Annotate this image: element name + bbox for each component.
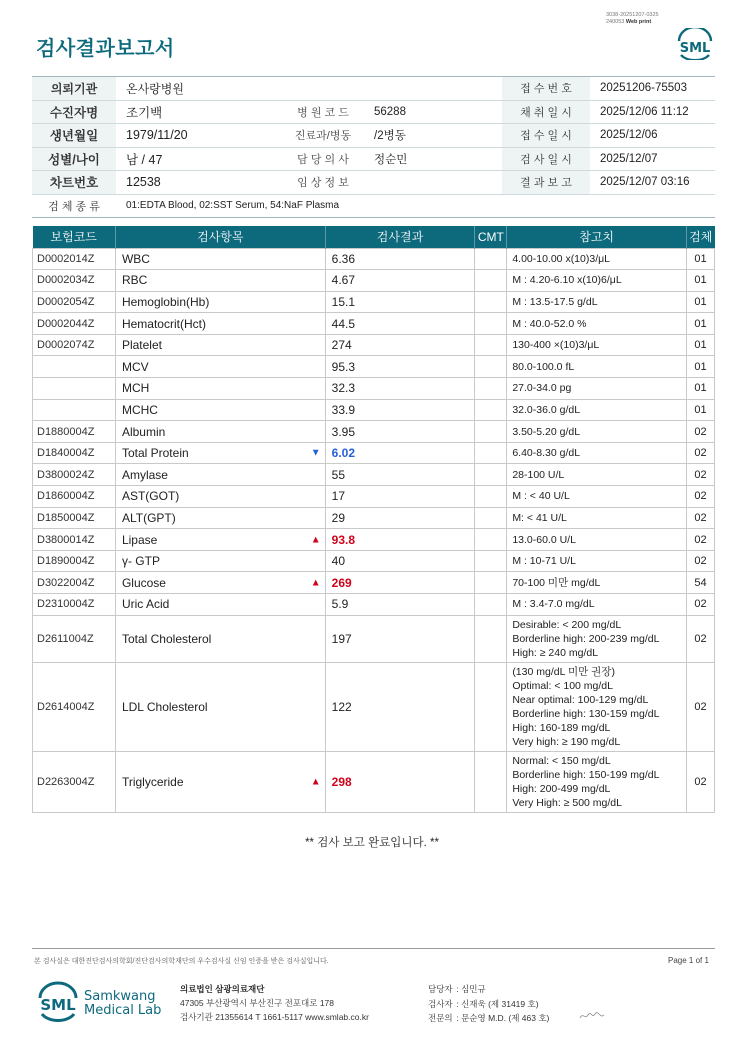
info-value: 조기백 [126,105,163,120]
ref-line: Borderline high: 150-199 mg/dL [512,768,660,781]
info-value: 56288 [374,105,406,118]
test-result: 6.02 [325,442,475,464]
staff-role: 검사자 [428,998,453,1009]
low-flag-icon: ▼ [310,447,321,459]
staff-role: 전문의 [428,1013,453,1023]
table-row [33,662,715,751]
test-item [115,464,325,486]
test-item [115,572,325,594]
table-row [33,751,715,812]
table-row [33,442,715,464]
table-row [33,507,715,529]
page-number: Page 1 of 1 [668,956,709,965]
insurance-code: D0002014Z [33,248,116,270]
info-label: 차트번호 [32,171,116,194]
test-result: 17 [325,486,475,508]
test-item [115,291,325,313]
test-name: Platelet [121,338,162,353]
reference-range [507,378,687,400]
test-result: 5.9 [325,594,475,616]
test-name: Lipase [121,532,158,547]
accreditation-note: 본 검사실은 대한진단검사의학회/진단검사의학재단의 우수검사실 신임 인증을 받은 검사실입니다. [34,958,329,965]
sample-tube: 01 [686,270,714,292]
test-name: Hematocrit(Hct) [121,316,206,331]
table-row [33,248,715,270]
cmt-cell [475,615,507,662]
reference-range [507,334,687,356]
sample-tube: 01 [686,313,714,335]
reference-range [507,248,687,270]
info-row [32,101,715,125]
high-flag-icon: ▲ [310,577,321,589]
cmt-cell [475,378,507,400]
reference-range [507,270,687,292]
ref-text: 6.40-8.30 g/dL [512,447,581,460]
ref-text: M : < 40 U/L [512,490,570,503]
insurance-code: D1840004Z [33,442,116,464]
info-label: 병 원 코 드 [297,106,349,119]
table-row [33,529,715,551]
sml-footer-logo-icon [36,980,80,1026]
info-value: 20251206-75503 [600,82,687,95]
test-name: Glucose [121,575,166,590]
reference-range [507,529,687,551]
footer-logo-text: SML [40,996,76,1014]
table-header-row [33,226,715,248]
logo-text: SML [679,41,711,56]
test-result: 32.3 [325,378,475,400]
cmt-cell [475,464,507,486]
test-item [115,442,325,464]
sample-type-label: 검 체 종 류 [48,200,100,213]
ref-line: High: 160-189 mg/dL [512,721,611,734]
test-item [115,594,325,616]
header-result: 검사결과 [325,226,475,248]
info-label: 접 수 일 시 [502,124,590,147]
test-result: 93.8 [325,529,475,551]
test-name: Albumin [121,424,166,439]
sml-logo-icon [674,28,716,60]
test-item [115,248,325,270]
test-name: Amylase [121,467,168,482]
test-item [115,550,325,572]
ref-text: 13.0-60.0 U/L [512,533,576,546]
ref-line: High: ≥ 240 mg/dL [512,646,599,659]
test-item [115,334,325,356]
insurance-code [33,356,116,378]
insurance-code: D1860004Z [33,486,116,508]
cmt-cell [475,356,507,378]
test-name: Triglyceride [121,774,184,789]
staff-role: 담당자 [428,984,453,994]
reference-range [507,550,687,572]
staff-info [428,982,549,1026]
cmt-cell [475,594,507,616]
sample-tube: 02 [686,662,714,751]
ref-text: M : 13.5-17.5 g/dL [512,295,598,308]
sample-tube: 02 [686,421,714,443]
header-ref: 참고치 [507,226,687,248]
ref-text: M : 40.0-52.0 % [512,317,587,330]
reference-range [507,507,687,529]
info-value: 1979/11/20 [126,128,188,143]
cmt-cell [475,550,507,572]
info-row [32,77,715,101]
info-label [280,77,366,100]
sample-tube: 01 [686,291,714,313]
insurance-code: D3800024Z [33,464,116,486]
completion-note: ** 검사 보고 완료입니다. ** [305,837,439,849]
ref-text: 130-400 ×(10)3/μL [512,339,600,352]
cmt-cell [475,507,507,529]
ref-line: High: 200-499 mg/dL [512,782,611,795]
page-title: 검사결과보고서 [36,38,175,60]
test-result: 197 [325,615,475,662]
ref-line: Borderline high: 200-239 mg/dL [512,632,660,645]
table-row [33,378,715,400]
staff-name: 문순영 M.D. (제 463 호) [461,1013,550,1023]
info-value: /2병동 [374,130,406,143]
test-name: MCHC [121,402,158,417]
ref-line: (130 mg/dL 미만 권장) [512,665,615,678]
cmt-cell [475,421,507,443]
test-result: 4.67 [325,270,475,292]
reference-range [507,662,687,751]
sample-tube: 01 [686,356,714,378]
ref-text: 4.00-10.00 x(10)3/μL [512,252,611,265]
table-row [33,399,715,421]
insurance-code [33,378,116,400]
ref-line: Very High: ≥ 500 mg/dL [512,796,622,809]
test-item [115,529,325,551]
ref-text: M : 4.20-6.10 x(10)6/μL [512,274,622,287]
header-tube: 검체 [686,226,714,248]
test-name: RBC [121,273,148,288]
info-value: 2025/12/07 [600,152,658,165]
patient-info [32,76,715,218]
lab-name [84,990,161,1018]
info-label: 임 상 정 보 [297,177,349,190]
ref-line: Near optimal: 100-129 mg/dL [512,693,649,706]
insurance-code: D2614004Z [33,662,116,751]
table-row [33,464,715,486]
table-row [33,550,715,572]
reference-range [507,751,687,812]
sample-type-value: 01:EDTA Blood, 02:SST Serum, 54:NaF Plasma [126,200,340,212]
table-row [33,615,715,662]
table-row [33,356,715,378]
cmt-cell [475,334,507,356]
sample-tube: 01 [686,399,714,421]
print-meta-id: 3038-20251207-0325 [606,12,659,18]
test-result: 274 [325,334,475,356]
sample-tube: 02 [686,751,714,812]
org-name: 의료법인 삼광의료재단 [180,984,265,994]
test-item [115,313,325,335]
test-name: MCH [121,381,150,396]
cmt-cell [475,442,507,464]
insurance-code [33,399,116,421]
info-label: 생년월일 [32,124,116,147]
table-row [33,421,715,443]
info-label: 수진자명 [32,101,116,124]
test-result: 95.3 [325,356,475,378]
ref-text: M : 3.4-7.0 mg/dL [512,598,595,611]
sample-tube: 01 [686,334,714,356]
test-name: Total Cholesterol [121,631,212,646]
results-table [32,226,715,813]
sample-tube: 02 [686,464,714,486]
sample-tube: 01 [686,248,714,270]
test-result: 40 [325,550,475,572]
insurance-code: D0002034Z [33,270,116,292]
org-info [180,982,369,1024]
test-item [115,507,325,529]
lab-name-line1: Samkwang [84,989,156,1004]
sample-tube: 01 [686,378,714,400]
ref-text: 27.0-34.0 pg [512,382,572,395]
table-row [33,594,715,616]
info-row [32,124,715,148]
test-item [115,615,325,662]
sample-type-row [32,195,715,219]
reference-range [507,442,687,464]
high-flag-icon: ▲ [310,534,321,546]
cmt-cell [475,529,507,551]
test-name: Uric Acid [121,597,170,612]
info-value: 정순민 [374,153,408,166]
insurance-code: D3800014Z [33,529,116,551]
insurance-code: D0002054Z [33,291,116,313]
sample-tube: 02 [686,529,714,551]
org-contact: 검사기관 21355614 T 1661-5117 www.smlab.co.kr [180,1012,369,1022]
print-meta-id2: 240053 Web print [606,18,652,25]
cmt-cell [475,248,507,270]
cmt-cell [475,270,507,292]
info-label: 의뢰기관 [32,77,116,100]
info-label: 접 수 번 호 [502,77,590,100]
insurance-code: D2310004Z [33,594,116,616]
cmt-cell [475,291,507,313]
table-row [33,486,715,508]
sample-tube: 02 [686,442,714,464]
insurance-code: D1880004Z [33,421,116,443]
test-item [115,399,325,421]
info-row [32,171,715,195]
cmt-cell [475,313,507,335]
test-name: Total Protein [121,446,189,461]
info-label: 성별/나이 [32,148,116,171]
reference-range [507,313,687,335]
sample-tube: 02 [686,615,714,662]
insurance-code: D2611004Z [33,615,116,662]
reference-range [507,486,687,508]
test-result: 33.9 [325,399,475,421]
ref-text: 32.0-36.0 g/dL [512,403,581,416]
test-name: LDL Cholesterol [121,699,208,714]
info-value: 2025/12/06 11:12 [600,105,689,118]
signature-icon [578,1010,606,1022]
table-row [33,313,715,335]
test-name: MCV [121,359,149,374]
ref-text: 3.50-5.20 g/dL [512,425,581,438]
org-address: 47305 부산광역시 부산진구 전포대로 178 [180,998,335,1008]
ref-text: M : 10-71 U/L [512,555,576,568]
ref-text: M: < 41 U/L [512,511,567,524]
reference-range [507,572,687,594]
test-result: 6.36 [325,248,475,270]
test-item [115,751,325,812]
staff-line: 전문의 : 문순영 M.D. (제 463 호) [428,1011,549,1026]
reference-range [507,615,687,662]
test-item [115,421,325,443]
info-value: 2025/12/07 03:16 [600,176,690,189]
test-result: 122 [325,662,475,751]
table-row [33,334,715,356]
sample-tube: 02 [686,594,714,616]
ref-text: 70-100 미만 mg/dL [512,576,601,589]
lab-name-line2: Medical Lab [84,1003,162,1018]
reference-range [507,356,687,378]
info-value: 남 / 47 [126,152,163,167]
insurance-code: D3022004Z [33,572,116,594]
header-code: 보험코드 [33,226,116,248]
ref-line: Optimal: < 100 mg/dL [512,679,613,692]
info-value: 2025/12/06 [600,129,658,142]
test-name: AST(GOT) [121,489,180,504]
reference-range [507,399,687,421]
ref-line: Normal: < 150 mg/dL [512,754,611,767]
sample-tube: 02 [686,507,714,529]
reference-range [507,421,687,443]
insurance-code: D2263004Z [33,751,116,812]
info-label: 검 사 일 시 [502,148,590,171]
test-name: WBC [121,251,150,266]
ref-line: Desirable: < 200 mg/dL [512,618,622,631]
sample-tube: 02 [686,486,714,508]
ref-line: Borderline high: 130-159 mg/dL [512,707,660,720]
sample-tube: 02 [686,550,714,572]
insurance-code: D0002074Z [33,334,116,356]
info-label: 진료과/병동 [294,130,352,143]
reference-range [507,464,687,486]
test-result: 55 [325,464,475,486]
test-item [115,270,325,292]
staff-line: 검사자 : 신재욱 (제 31419 호) [428,997,549,1012]
info-row [32,148,715,172]
insurance-code: D1850004Z [33,507,116,529]
insurance-code: D1890004Z [33,550,116,572]
test-result: 269 [325,572,475,594]
test-item [115,356,325,378]
test-result: 44.5 [325,313,475,335]
table-row [33,270,715,292]
insurance-code: D0002044Z [33,313,116,335]
cmt-cell [475,662,507,751]
cmt-cell [475,751,507,812]
staff-name: 신재욱 (제 31419 호) [461,998,539,1009]
sample-tube: 54 [686,572,714,594]
print-meta [606,12,659,25]
info-label: 담 당 의 사 [297,153,349,166]
test-name: Hemoglobin(Hb) [121,294,210,309]
info-value: 온사랑병원 [126,81,184,96]
header-item: 검사항목 [115,226,325,248]
test-item [115,486,325,508]
table-row [33,572,715,594]
header-cmt: CMT [475,226,507,248]
cmt-cell [475,399,507,421]
info-value: 12538 [126,175,161,190]
ref-text: 28-100 U/L [512,468,565,481]
table-row [33,291,715,313]
ref-line: Very high: ≥ 190 mg/dL [512,735,621,748]
test-name: ALT(GPT) [121,510,176,525]
test-item [115,378,325,400]
info-label: 채 취 일 시 [502,101,590,124]
test-result: 3.95 [325,421,475,443]
cmt-cell [475,486,507,508]
test-result: 15.1 [325,291,475,313]
test-item [115,662,325,751]
staff-name: 심민규 [461,984,486,994]
test-name: γ- GTP [121,554,160,569]
cmt-cell [475,572,507,594]
reference-range [507,594,687,616]
test-result: 29 [325,507,475,529]
high-flag-icon: ▲ [310,776,321,788]
footer-divider [32,948,715,949]
info-label: 결 과 보 고 [502,171,590,194]
ref-text: 80.0-100.0 fL [512,360,575,373]
test-result: 298 [325,751,475,812]
reference-range [507,291,687,313]
staff-line: 담당자 : 심민규 [428,982,549,997]
